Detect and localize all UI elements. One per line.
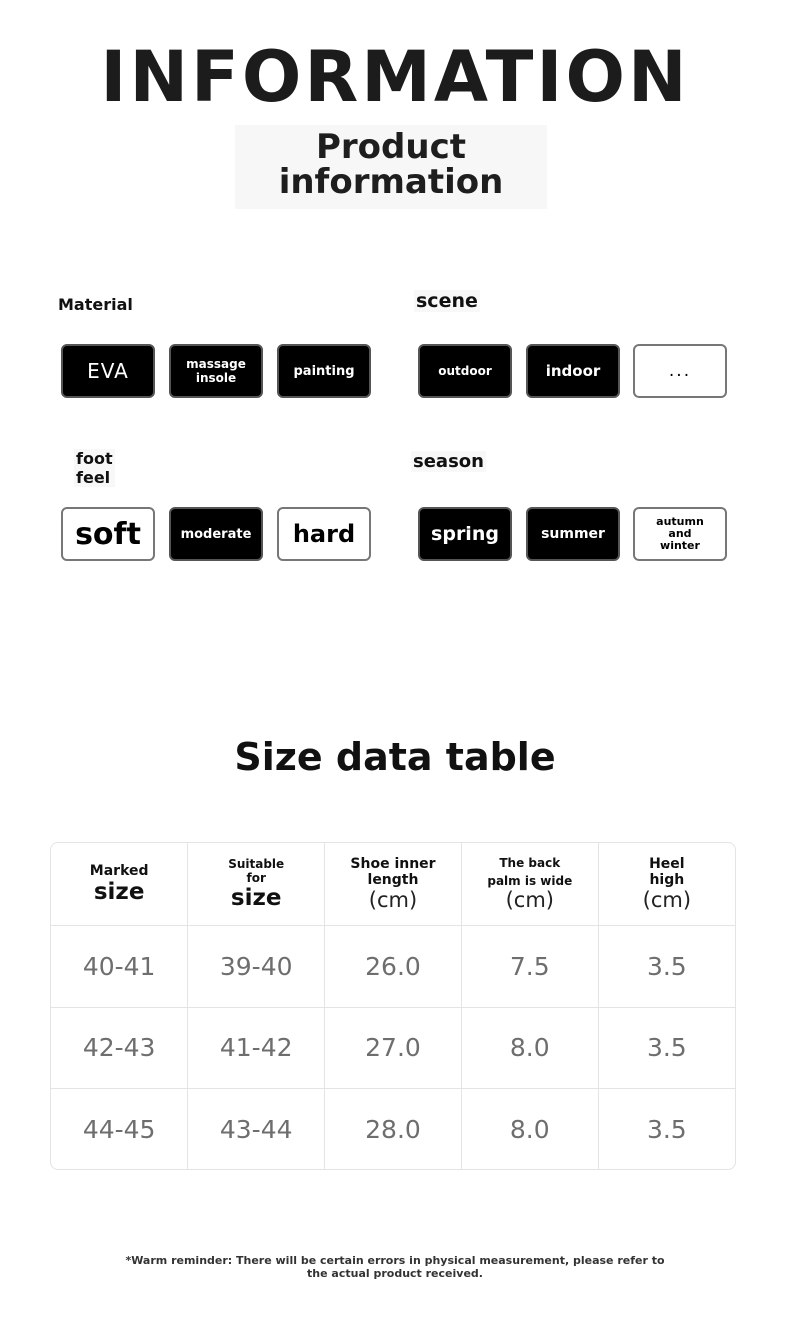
tag-season-summer: summer xyxy=(526,507,620,561)
foot-feel-label-line-1: foot xyxy=(76,449,113,468)
material-label: Material xyxy=(58,295,133,314)
header-inner-length: Shoe inner length (cm) xyxy=(325,843,462,926)
tag-material-painting: painting xyxy=(277,344,371,398)
table-cell: 40-41 xyxy=(51,926,188,1008)
autumn-line-3: winter xyxy=(660,539,700,552)
scene-label: scene xyxy=(416,290,478,312)
table-cell: 3.5 xyxy=(598,926,735,1008)
header-palm-width: The back palm is wide (cm) xyxy=(461,843,598,926)
table-cell: 26.0 xyxy=(325,926,462,1008)
table-row xyxy=(51,1007,735,1089)
size-table xyxy=(50,842,736,1170)
page-title: INFORMATION xyxy=(100,36,690,118)
table-header-row xyxy=(51,843,735,926)
autumn-line-2: and xyxy=(668,527,692,540)
table-cell: 27.0 xyxy=(325,1007,462,1089)
measurement-reminder: *Warm reminder: There will be certain errors in physical measurement, please refer to the actual product received. xyxy=(125,1254,665,1280)
foot-feel-label xyxy=(74,449,115,487)
table-cell: 3.5 xyxy=(598,1007,735,1089)
header-heel-height: Heel high (cm) xyxy=(598,843,735,926)
tag-material-massage-insole: massage insole xyxy=(169,344,263,398)
table-row xyxy=(51,926,735,1008)
tag-season-autumn-winter xyxy=(633,507,727,561)
tag-feel-moderate: moderate xyxy=(169,507,263,561)
tag-feel-soft: soft xyxy=(61,507,155,561)
foot-feel-label-line-2: feel xyxy=(76,468,111,487)
table-cell: 44-45 xyxy=(51,1089,188,1169)
table-cell: 7.5 xyxy=(461,926,598,1008)
subtitle-line-1: Product xyxy=(316,127,466,167)
tag-scene-outdoor: outdoor xyxy=(418,344,512,398)
table-row xyxy=(51,1089,735,1169)
table-cell: 43-44 xyxy=(188,1089,325,1169)
header-marked-size: Marked size xyxy=(51,843,188,926)
autumn-line-1: autumn xyxy=(656,515,704,528)
table-cell: 41-42 xyxy=(188,1007,325,1089)
season-label: season xyxy=(413,451,484,472)
table-cell: 39-40 xyxy=(188,926,325,1008)
header-suitable-size: Suitable for size xyxy=(188,843,325,926)
table-cell: 28.0 xyxy=(325,1089,462,1169)
table-cell: 42-43 xyxy=(51,1007,188,1089)
tag-feel-hard: hard xyxy=(277,507,371,561)
tag-season-spring: spring xyxy=(418,507,512,561)
tag-scene-indoor: indoor xyxy=(526,344,620,398)
tag-scene-more: ... xyxy=(633,344,727,398)
table-cell: 8.0 xyxy=(461,1089,598,1169)
size-table-title: Size data table xyxy=(234,735,556,779)
subtitle-line-2: information xyxy=(278,162,504,202)
table-cell: 3.5 xyxy=(598,1089,735,1169)
tag-material-eva: EVA xyxy=(61,344,155,398)
table-cell: 8.0 xyxy=(461,1007,598,1089)
section-subtitle xyxy=(235,125,547,209)
